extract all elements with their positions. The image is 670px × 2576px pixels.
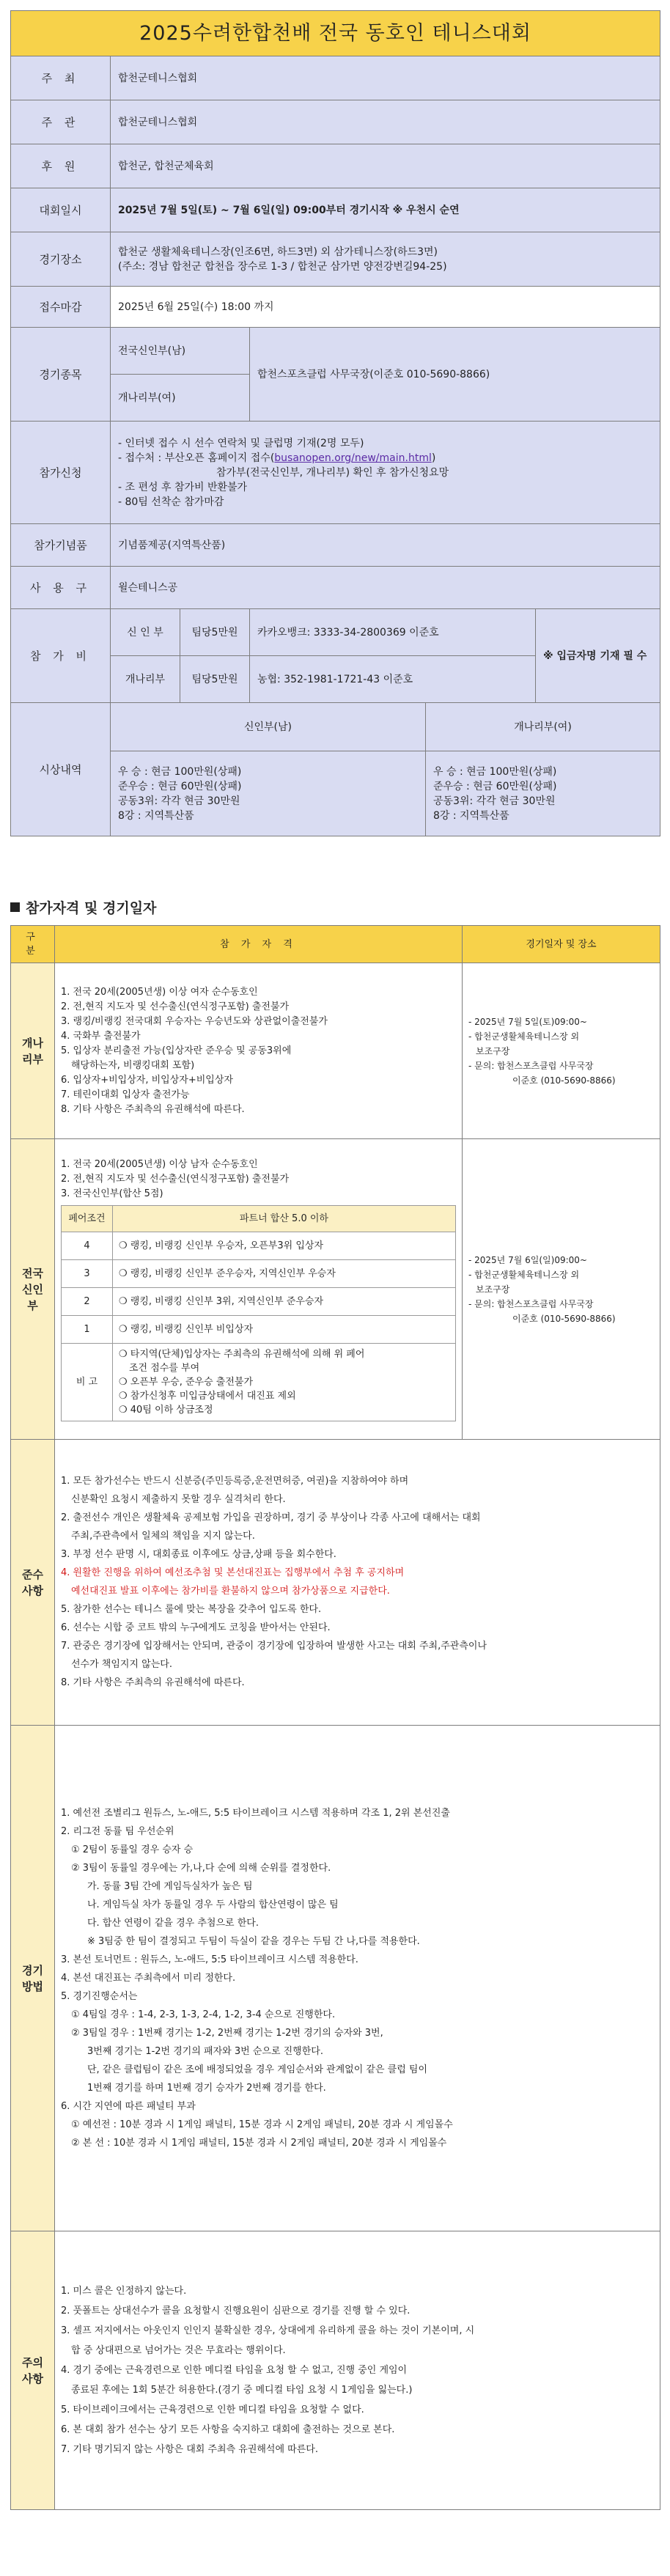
rules-content [55,1440,660,1726]
rules-item-2: 2. 출전선수 개인은 생활체육 공제보험 가입을 권장하며, 경기 중 부상이나 각종 사고에 대해서는 대회 [61,1512,481,1523]
men-note-2: ❍ 오픈부 우승, 준우승 출전불가 [119,1377,254,1388]
method-item-2-b-2: 나. 게임득실 차가 동률일 경우 두 사람의 합산연령이 많은 팀 [87,1899,339,1910]
events-label: 경기종목 [11,328,111,422]
pair-text-1: ❍ 랭킹, 비랭킹 신인부 비입상자 [113,1316,456,1344]
men-schedule-5: 이준호 (010-5690-8866) [512,1313,616,1324]
prize-women-2: 준우승 : 현금 60만원(상패) [433,780,557,792]
men-notes [113,1344,456,1421]
pair-text-2: ❍ 랭킹, 비랭킹 신인부 3위, 지역신인부 준우승자 [113,1288,456,1316]
date-value: 2025년 7월 5일(토) ~ 7월 6일(일) 09:00부터 경기시작 ※ 우천시 순연 [111,188,660,232]
method-item-6-b: ② 본 선 : 10분 경과 시 1게임 패널티, 15분 경과 시 2게임 패널티, 20분 경과 시 게임몰수 [71,2137,447,2149]
square-bullet-icon [10,902,20,912]
method-item-2-b: ② 3팀이 동률일 경우에는 가,나,다 순에 의해 순위를 결정한다. [71,1862,331,1874]
pair-condition-table [61,1205,456,1421]
prize-men-1: 우 승 : 현금 100만원(상패) [118,765,242,778]
rules-item-3: 3. 부정 선수 판명 시, 대회종료 이후에도 상금,상패 등을 회수한다. [61,1549,336,1560]
women-item-4: 4. 국화부 출전불가 [61,1031,141,1042]
women-item-2: 2. 전,현직 지도자 및 선수출신(연식정구포함) 출전불가 [61,1001,290,1012]
rules-item-2-cont: 주최,주관측에서 일체의 책임을 지지 않는다. [71,1531,255,1542]
host-value: 합천군테니스협회 [111,56,660,100]
apply-line-5: - 80팀 선착순 참가마감 [118,496,224,508]
venue-line-2: (주소: 경남 합천군 합천읍 장수로 1-3 / 합천군 삼가면 양전강변길94-25) [118,260,447,273]
women-item-3: 3. 랭킹/비랭킹 전국대회 우승자는 우승년도와 상관없이출전불가 [61,1016,328,1027]
qualification-table [10,925,660,2510]
men-note-3: ❍ 참가신청후 미입금상태에서 대진표 제외 [119,1391,296,1402]
rules-item-1-cont: 신분확인 요청시 제출하지 못할 경우 실격처리 한다. [71,1494,286,1505]
apply-line-1: - 인터넷 접수 시 선수 연락처 및 클럽명 기재(2명 모두) [118,437,364,449]
rules-item-6: 6. 선수는 시합 중 코트 밖의 누구에게도 코칭을 받아서는 안된다. [61,1622,331,1633]
deadline-label: 접수마감 [11,287,111,328]
prize-women-head: 개나리부(여) [426,703,660,751]
method-item-5-b-2: 단, 같은 클럽팀이 같은 조에 배정되었을 경우 게임순서와 관계없이 같은 클럽 팀이 [87,2064,428,2075]
caution-item-3-cont: 합 중 상대편으로 넘어가는 것은 무효라는 행위이다. [71,2344,286,2356]
men-item-1: 1. 전국 20세(2005년생) 이상 남자 순수동호인 [61,1159,258,1170]
method-category [11,1726,55,2231]
caution-item-6: 6. 본 대회 참가 선수는 상기 모든 사항을 숙지하고 대회에 출전하는 것으로 본다. [61,2424,395,2435]
prize-men-head: 신인부(남) [111,703,426,751]
apply-line-2-prefix: - 접수처 : 부산오픈 홈페이지 접수( [118,452,275,464]
page-title: 2025수려한합천배 전국 동호인 테니스대회 [11,11,660,56]
venue-line-1: 합천군 생활체육테니스장(인조6면, 하드3면) 외 삼가테니스장(하드3면) [118,246,438,258]
women-item-5-cont: 해당하는자, 비랭킹대회 포함) [71,1060,195,1071]
method-item-5-b: ② 3팀일 경우 : 1번째 경기는 1-2, 2번째 경기는 1-2번 경기의 승자와 3번, [71,2027,383,2039]
venue-label: 경기장소 [11,232,111,287]
method-item-2-note: ※ 3팀중 한 팀이 결정되고 두팀이 득실이 같을 경우는 두팀 간 나,다를 적용한다. [87,1935,420,1947]
ball-label: 사 용 구 [11,567,111,609]
method-item-5: 5. 경기진행순서는 [61,1990,138,2002]
sponsor-label: 후 원 [11,144,111,188]
prize-women-1: 우 승 : 현금 100만원(상패) [433,765,557,778]
prize-label: 시상내역 [11,703,111,836]
fee-row1-account: 카카오뱅크: 3333-34-2800369 이준호 [250,609,536,656]
men-category-label: 전국신인부 [22,1266,43,1312]
pair-condition-head: 페어조건 [62,1206,113,1232]
caution-content [55,2231,660,2510]
caution-item-2: 2. 풋폴트는 상대선수가 콜을 요청할시 진행요원이 심판으로 경기를 진행 할 수 있다. [61,2305,411,2316]
women-schedule-2: - 합천군생활체육테니스장 외 [468,1031,580,1042]
col-schedule-header: 경기일자 및 장소 [463,926,660,963]
caution-item-5: 5. 타이브레이크에서는 근육경련으로 인한 메디컬 타임을 요청할 수 없다. [61,2404,364,2415]
fee-label: 참 가 비 [11,609,111,703]
method-category-label: 경기방법 [22,1963,43,1993]
women-item-6: 6. 입상자+비입상자, 비입상자+비입상자 [61,1075,233,1086]
prize-men-2: 준우승 : 현금 60만원(상패) [118,780,242,792]
women-schedule-4: - 문의: 합천스포츠클럽 사무국장 [468,1060,594,1071]
rules-item-4: 4. 원활한 진행을 위하여 예선조추첨 및 본선대진표는 집행부에서 추첨 후 공지하며 [61,1567,405,1578]
section-heading [10,897,156,917]
method-item-5-b-3: 1번째 경기를 하며 1번째 경기 승자가 2번째 경기를 한다. [87,2082,326,2094]
fee-row2-division: 개나리부 [111,656,180,703]
pair-text-3: ❍ 랭킹, 비랭킹 신인부 준우승자, 지역신인부 우승자 [113,1260,456,1288]
venue-value [111,232,660,287]
method-item-4: 4. 본선 대진표는 주최측에서 미리 정한다. [61,1972,236,1984]
fee-row1-division: 신 인 부 [111,609,180,656]
method-item-3: 3. 본선 토너먼트 : 원듀스, 노-애드, 5:5 타이브레이크 시스템 적용한다. [61,1954,358,1965]
rules-item-7: 7. 관중은 경기장에 입장해서는 안되며, 관중이 경기장에 입장하여 발생한 사고는 대회 주최,주관측이나 [61,1641,487,1652]
rules-item-5: 5. 참가한 선수는 테니스 룰에 맞는 복장을 갖추어 입도록 한다. [61,1604,322,1615]
method-item-5-a: ① 4팀일 경우 : 1-4, 2-3, 1-3, 2-4, 1-2, 3-4 순으로 진행한다. [71,2009,336,2020]
apply-line-3: 참가부(전국신인부, 개나리부) 확인 후 참가신청요망 [216,466,449,479]
rules-item-1: 1. 모든 참가선수는 반드시 신분증(주민등록증,운전면허증, 여권)을 지참하여야 하며 [61,1476,409,1487]
host-label: 주 최 [11,56,111,100]
women-item-8: 8. 기타 사항은 주최측의 유권해석에 따른다. [61,1104,245,1115]
caution-item-4-cont: 종료된 후에는 1회 5분간 허용한다.(경기 중 메디컬 타임 요청 시 1게임을 잃는다.) [71,2384,413,2396]
caution-category [11,2231,55,2510]
apply-line-2-suffix: ) [431,452,436,464]
men-schedule-1: - 2025년 7월 6일(일)09:00~ [468,1254,587,1265]
method-item-5-b-1: 3번째 경기는 1-2번 경기의 패자와 3번 순으로 진행한다. [87,2045,323,2057]
women-item-7: 7. 테린이대회 입상자 출전가능 [61,1089,190,1100]
apply-line-4: - 조 편성 후 참가비 반환불가 [118,481,248,493]
caution-item-3: 3. 셀프 저지에서는 아웃인지 인인지 불확실한 경우, 상대에게 유리하게 콜을 하는 것이 기본이며, 시 [61,2325,475,2336]
prize-men-3: 공동3위: 각각 현금 30만원 [118,795,240,807]
pair-score-4: 4 [62,1232,113,1260]
section-heading-text: 참가자격 및 경기일자 [26,900,157,916]
women-item-1: 1. 전국 20세(2005년생) 이상 여자 순수동호인 [61,987,258,998]
event-men: 전국신인부(남) [111,328,250,375]
men-note-4: ❍ 40팀 이하 상금조정 [119,1405,213,1416]
women-schedule-1: - 2025년 7월 5일(토)09:00~ [468,1016,587,1027]
organizer-label: 주 관 [11,100,111,144]
apply-label: 참가신청 [11,422,111,524]
method-item-1: 1. 예선전 조별리그 원듀스, 노-애드, 5:5 타이브레이크 시스템 적용하며 각조 1, 2위 본선진출 [61,1807,450,1819]
method-content [55,1726,660,2231]
men-item-3: 3. 전국신인부(합산 5점) [61,1188,163,1199]
men-item-2: 2. 전,현직 지도자 및 선수출신(연식정구포함) 출전불가 [61,1174,290,1185]
men-schedule-3: 보조구장 [476,1284,510,1295]
apply-value [111,422,660,524]
gift-label: 참가기념품 [11,524,111,567]
fee-note: ※ 입금자명 기재 필 수 [536,609,660,703]
method-item-2-b-3: 다. 합산 연령이 같을 경우 추첨으로 한다. [87,1917,259,1929]
col-qualification-header: 참 가 자 격 [55,926,463,963]
method-item-2-b-1: 가. 동률 3팀 간에 게임득실차가 높은 팀 [87,1880,253,1892]
men-note-1: ❍ 타지역(단체)입상자는 주최측의 유권해석에 의해 위 페어 [119,1349,365,1360]
pair-score-1: 1 [62,1316,113,1344]
method-item-2: 2. 리그전 동률 팀 우선순위 [61,1825,174,1837]
organizer-value: 합천군테니스협회 [111,100,660,144]
events-contact: 합천스포츠클럽 사무국장(이준호 010-5690-8866) [250,328,660,422]
apply-line-2 [118,451,652,465]
pair-score-2: 2 [62,1288,113,1316]
sponsor-value: 합천군, 합천군체육회 [111,144,660,188]
col-division-header: 구 분 [11,926,55,963]
women-schedule-3: 보조구장 [476,1045,510,1056]
men-note-1-cont: 조건 점수를 부여 [129,1363,200,1374]
caution-category-label: 주의사항 [22,2355,43,2385]
deadline-value: 2025년 6월 25일(수) 18:00 까지 [111,287,660,328]
ball-value: 윌슨테니스공 [111,567,660,609]
men-schedule-2: - 합천군생활체육테니스장 외 [468,1269,580,1280]
rules-category-label: 준수사항 [22,1567,43,1597]
fee-row2-account: 농협: 352-1981-1721-43 이준호 [250,656,536,703]
method-item-2-a: ① 2팀이 동률일 경우 승자 승 [71,1844,194,1855]
women-category-label: 개나리부 [22,1036,43,1066]
caution-item-4: 4. 경기 중에는 근육경련으로 인한 메디컬 타임을 요청 할 수 없고, 진행 중인 게임이 [61,2364,408,2376]
rules-category [11,1440,55,1726]
method-item-6-a: ① 예선전 : 10분 경과 시 1게임 패널티, 15분 경과 시 2게임 패널티, 20분 경과 시 게임몰수 [71,2119,453,2130]
women-category [11,963,55,1139]
men-qualifications [55,1139,463,1440]
prize-women-4: 8강 : 지역특산품 [433,809,509,822]
prize-women-3: 공동3위: 각각 현금 30만원 [433,795,556,807]
women-item-5: 5. 입상자 분리출전 가능(입상자란 준우승 및 공동3위에 [61,1045,292,1056]
fee-row2-amount: 팀당5만원 [180,656,250,703]
partner-sum-head: 파트너 합산 5.0 이하 [113,1206,456,1232]
caution-item-7: 7. 기타 명기되지 않는 사항은 대회 주최측 유권해석에 따른다. [61,2443,318,2455]
pair-score-3: 3 [62,1260,113,1288]
prize-women-list [426,751,660,836]
women-qualifications [55,963,463,1139]
prize-men-4: 8강 : 지역특산품 [118,809,194,822]
note-label: 비 고 [62,1344,113,1421]
gift-value: 기념품제공(지역특산품) [111,524,660,567]
men-category [11,1139,55,1440]
date-label: 대회일시 [11,188,111,232]
rules-item-8: 8. 기타 사항은 주최측의 유권해석에 따른다. [61,1677,245,1688]
women-schedule-5: 이준호 (010-5690-8866) [512,1075,616,1086]
rules-item-7-cont: 선수가 책임지지 않는다. [71,1659,172,1670]
apply-link[interactable]: busanopen.org/new/main.html [274,452,432,464]
tournament-info-table [10,10,660,836]
women-schedule [463,963,660,1139]
pair-text-4: ❍ 랭킹, 비랭킹 신인부 우승자, 오픈부3위 입상자 [113,1232,456,1260]
fee-row1-amount: 팀당5만원 [180,609,250,656]
rules-item-4-cont: 예선대진표 발표 이후에는 참가비를 환불하지 않으며 참가상품으로 지급한다. [71,1586,390,1597]
men-schedule-4: - 문의: 합천스포츠클럽 사무국장 [468,1298,594,1309]
event-women: 개나리부(여) [111,375,250,422]
prize-men-list [111,751,426,836]
method-item-6: 6. 시간 지연에 따른 패널티 부과 [61,2100,196,2112]
caution-item-1: 1. 미스 콜은 인정하지 않는다. [61,2285,187,2297]
men-schedule [463,1139,660,1440]
